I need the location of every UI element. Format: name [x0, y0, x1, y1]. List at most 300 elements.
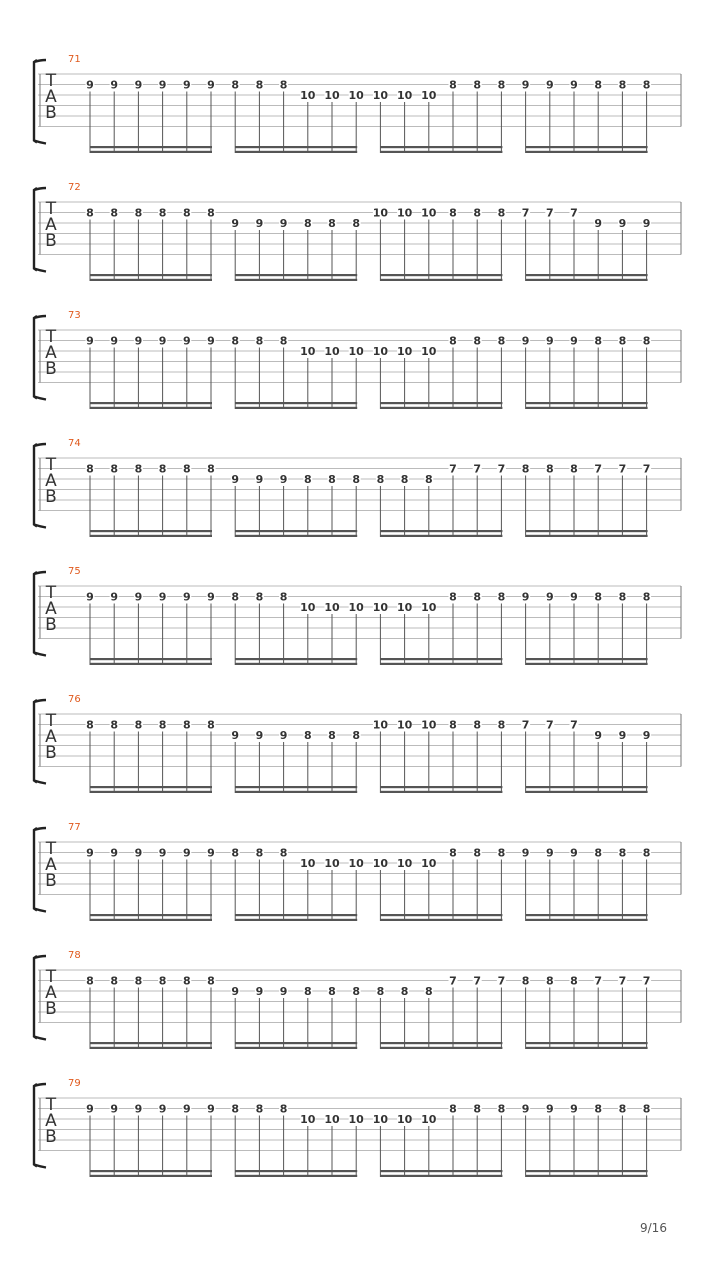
fret-number: 8	[86, 718, 94, 732]
fret-number: 8	[376, 985, 385, 998]
beam	[526, 1042, 648, 1044]
fret-number: 9	[158, 1102, 167, 1116]
fret-number: 10	[396, 89, 413, 102]
fret-number: 8	[110, 206, 119, 220]
fret-number: 9	[158, 334, 167, 348]
fret-number: 8	[424, 985, 433, 998]
fret-number: 9	[86, 846, 94, 860]
fret-number: 8	[570, 462, 578, 476]
beam	[235, 151, 357, 153]
fret-number: 9	[182, 846, 191, 860]
fret-number: 8	[376, 473, 385, 486]
fret-number: 10	[396, 601, 413, 614]
fret-number: 9	[134, 334, 143, 348]
fret-number: 10	[300, 1113, 316, 1126]
fret-number: 9	[86, 590, 94, 604]
tab-clef-letter: A	[45, 727, 57, 747]
fret-number: 8	[328, 217, 336, 230]
measure-number: 76	[68, 694, 81, 705]
beam	[380, 274, 502, 276]
fret-number: 10	[396, 206, 413, 220]
beam	[380, 407, 502, 409]
fret-number: 8	[473, 206, 482, 220]
beam	[526, 146, 648, 148]
beam	[90, 791, 212, 793]
fret-number: 8	[255, 1102, 264, 1116]
fret-number: 8	[110, 718, 119, 732]
fret-number: 9	[570, 78, 578, 92]
fret-number: 8	[594, 846, 603, 860]
fret-number: 8	[182, 974, 191, 988]
fret-number: 8	[400, 473, 409, 486]
beam	[235, 658, 357, 660]
fret-number: 9	[86, 334, 94, 348]
fret-number: 7	[545, 206, 554, 220]
beam	[380, 535, 502, 537]
fret-number: 9	[521, 590, 530, 604]
fret-number: 8	[473, 1102, 482, 1116]
fret-number: 10	[324, 601, 340, 614]
beam	[90, 786, 212, 788]
fret-number: 8	[594, 78, 603, 92]
fret-number: 10	[300, 345, 316, 358]
fret-number: 9	[207, 846, 215, 860]
fret-number: 8	[255, 846, 264, 860]
beam	[526, 535, 648, 537]
beam	[90, 402, 212, 404]
fret-number: 8	[255, 78, 264, 92]
fret-number: 9	[279, 985, 288, 998]
fret-number: 9	[642, 729, 651, 742]
beam	[90, 274, 212, 276]
fret-number: 10	[396, 1113, 413, 1126]
fret-number: 8	[182, 206, 191, 220]
fret-number: 7	[473, 462, 482, 476]
tab-system-76	[34, 694, 681, 793]
fret-number: 10	[348, 1113, 364, 1126]
tab-clef-letter: T	[45, 71, 57, 91]
fret-number: 9	[86, 78, 94, 92]
beam	[90, 407, 212, 409]
beam	[90, 530, 212, 532]
fret-number: 8	[594, 590, 603, 604]
fret-number: 8	[134, 718, 143, 732]
fret-number: 8	[352, 217, 361, 230]
fret-number: 8	[231, 846, 240, 860]
tab-clef-letter: A	[45, 599, 57, 619]
fret-number: 8	[594, 334, 603, 348]
fret-number: 9	[545, 590, 554, 604]
tab-clef-letter: T	[45, 839, 57, 859]
fret-number: 10	[372, 206, 389, 220]
fret-number: 10	[421, 206, 437, 220]
fret-number: 8	[449, 846, 457, 860]
fret-number: 8	[158, 974, 167, 988]
beam	[90, 1042, 212, 1044]
tab-system-72	[34, 182, 681, 281]
fret-number: 8	[328, 729, 336, 742]
fret-number: 8	[255, 334, 264, 348]
fret-number: 9	[110, 334, 119, 348]
fret-number: 9	[86, 1102, 94, 1116]
fret-number: 10	[324, 857, 340, 870]
beam	[235, 786, 357, 788]
fret-number: 7	[449, 974, 457, 988]
fret-number: 8	[303, 985, 312, 998]
fret-number: 7	[594, 462, 603, 476]
fret-number: 9	[158, 846, 167, 860]
fret-number: 7	[521, 718, 530, 732]
fret-number: 8	[279, 590, 288, 604]
fret-number: 7	[545, 718, 554, 732]
fret-number: 10	[421, 1113, 437, 1126]
beam	[235, 1047, 357, 1049]
beam	[526, 279, 648, 281]
beam	[380, 658, 502, 660]
beam	[526, 1047, 648, 1049]
fret-number: 9	[279, 217, 288, 230]
fret-number: 9	[255, 729, 264, 742]
fret-number: 8	[303, 473, 312, 486]
fret-number: 9	[279, 473, 288, 486]
measure-number: 72	[68, 182, 81, 193]
beam	[526, 1175, 648, 1177]
tab-clef-letter: A	[45, 855, 57, 875]
beam	[526, 274, 648, 276]
fret-number: 8	[207, 206, 215, 220]
fret-number: 9	[594, 729, 603, 742]
fret-number: 9	[231, 217, 240, 230]
beam	[380, 151, 502, 153]
fret-number: 8	[449, 718, 457, 732]
beam	[380, 402, 502, 404]
fret-number: 8	[182, 718, 191, 732]
fret-number: 9	[521, 1102, 530, 1116]
fret-number: 8	[207, 974, 215, 988]
fret-number: 10	[348, 601, 364, 614]
fret-number: 7	[570, 718, 578, 732]
beam	[235, 279, 357, 281]
fret-number: 9	[570, 846, 578, 860]
fret-number: 9	[134, 1102, 143, 1116]
tab-clef-letter: T	[45, 711, 57, 731]
measure-number: 78	[68, 950, 81, 961]
fret-number: 9	[594, 217, 603, 230]
fret-number: 8	[642, 334, 651, 348]
fret-number: 8	[570, 974, 578, 988]
fret-number: 8	[158, 718, 167, 732]
fret-number: 8	[473, 590, 482, 604]
fret-number: 8	[618, 846, 627, 860]
fret-number: 10	[372, 718, 389, 732]
beam	[526, 402, 648, 404]
fret-number: 8	[521, 974, 530, 988]
beam	[90, 535, 212, 537]
beam	[380, 663, 502, 665]
beam	[380, 919, 502, 921]
beam	[90, 1170, 212, 1172]
fret-number: 9	[231, 985, 240, 998]
fret-number: 9	[570, 590, 578, 604]
beam	[380, 1175, 502, 1177]
tab-clef-letter: A	[45, 215, 57, 235]
fret-number: 10	[372, 857, 389, 870]
fret-number: 8	[449, 590, 457, 604]
beam	[526, 1170, 648, 1172]
fret-number: 8	[279, 78, 288, 92]
fret-number: 9	[182, 78, 191, 92]
fret-number: 9	[618, 729, 627, 742]
beam	[235, 535, 357, 537]
tab-clef-letter: T	[45, 455, 57, 475]
beam	[235, 407, 357, 409]
fret-number: 10	[396, 718, 413, 732]
fret-number: 7	[521, 206, 530, 220]
fret-number: 8	[182, 462, 191, 476]
beam	[90, 151, 212, 153]
tab-system-71	[34, 54, 681, 153]
tab-system-79	[34, 1078, 681, 1177]
tab-system-78	[34, 950, 681, 1049]
fret-number: 9	[158, 78, 167, 92]
fret-number: 8	[449, 78, 457, 92]
fret-number: 9	[545, 78, 554, 92]
fret-number: 9	[255, 473, 264, 486]
fret-number: 8	[255, 590, 264, 604]
fret-number: 8	[473, 846, 482, 860]
tab-clef-letter: A	[45, 87, 57, 107]
fret-number: 10	[324, 345, 340, 358]
fret-number: 8	[497, 78, 506, 92]
fret-number: 9	[570, 1102, 578, 1116]
fret-number: 8	[110, 462, 119, 476]
tab-clef-letter: B	[45, 103, 57, 123]
tab-clef-letter: T	[45, 967, 57, 987]
fret-number: 9	[279, 729, 288, 742]
fret-number: 8	[352, 473, 361, 486]
fret-number: 8	[642, 1102, 651, 1116]
fret-number: 8	[497, 206, 506, 220]
tab-clef-letter: B	[45, 359, 57, 379]
fret-number: 7	[618, 462, 627, 476]
beam	[380, 279, 502, 281]
fret-number: 9	[182, 1102, 191, 1116]
fret-number: 8	[545, 462, 554, 476]
tab-clef-letter: T	[45, 1095, 57, 1115]
fret-number: 8	[207, 718, 215, 732]
fret-number: 8	[158, 206, 167, 220]
fret-number: 8	[424, 473, 433, 486]
measure-number: 77	[68, 822, 81, 833]
beam	[380, 1170, 502, 1172]
fret-number: 8	[449, 1102, 457, 1116]
beam	[235, 530, 357, 532]
tab-clef-letter: B	[45, 231, 57, 251]
fret-number: 8	[594, 1102, 603, 1116]
fret-number: 8	[642, 590, 651, 604]
fret-number: 10	[300, 601, 316, 614]
tab-clef-letter: A	[45, 343, 57, 363]
fret-number: 9	[545, 1102, 554, 1116]
tab-clef-letter: B	[45, 999, 57, 1019]
fret-number: 8	[86, 462, 94, 476]
fret-number: 8	[86, 206, 94, 220]
beam	[235, 1175, 357, 1177]
fret-number: 10	[421, 857, 437, 870]
fret-number: 7	[642, 462, 651, 476]
tab-system-74	[34, 438, 681, 537]
tab-clef-letter: B	[45, 615, 57, 635]
fret-number: 8	[231, 78, 240, 92]
fret-number: 9	[545, 846, 554, 860]
fret-number: 8	[618, 1102, 627, 1116]
fret-number: 9	[182, 334, 191, 348]
beam	[380, 146, 502, 148]
beam	[526, 791, 648, 793]
fret-number: 8	[303, 729, 312, 742]
tab-clef-letter: B	[45, 743, 57, 763]
beam	[235, 402, 357, 404]
beam	[526, 151, 648, 153]
fret-number: 10	[324, 89, 340, 102]
fret-number: 9	[158, 590, 167, 604]
fret-number: 10	[372, 1113, 389, 1126]
beam	[526, 663, 648, 665]
tab-system-75	[34, 566, 681, 665]
fret-number: 9	[207, 1102, 215, 1116]
fret-number: 9	[521, 846, 530, 860]
fret-number: 9	[110, 590, 119, 604]
tab-clef-letter: B	[45, 1127, 57, 1147]
fret-number: 10	[300, 857, 316, 870]
fret-number: 8	[231, 590, 240, 604]
beam	[235, 663, 357, 665]
beam	[90, 658, 212, 660]
fret-number: 7	[570, 206, 578, 220]
fret-number: 10	[348, 345, 364, 358]
fret-number: 8	[352, 729, 361, 742]
fret-number: 8	[279, 334, 288, 348]
beam	[235, 914, 357, 916]
beam	[90, 279, 212, 281]
fret-number: 10	[421, 345, 437, 358]
fret-number: 9	[255, 985, 264, 998]
beam	[526, 786, 648, 788]
fret-number: 8	[134, 462, 143, 476]
fret-number: 10	[421, 89, 437, 102]
fret-number: 10	[396, 857, 413, 870]
fret-number: 8	[158, 462, 167, 476]
fret-number: 9	[521, 334, 530, 348]
tab-clef-letter: A	[45, 1111, 57, 1131]
beam	[526, 914, 648, 916]
fret-number: 9	[618, 217, 627, 230]
beam	[526, 919, 648, 921]
fret-number: 9	[231, 729, 240, 742]
beam	[90, 919, 212, 921]
beam	[526, 407, 648, 409]
fret-number: 10	[300, 89, 316, 102]
fret-number: 8	[642, 846, 651, 860]
fret-number: 10	[348, 89, 364, 102]
beam	[380, 791, 502, 793]
fret-number: 8	[497, 718, 506, 732]
beam	[235, 1042, 357, 1044]
fret-number: 10	[421, 601, 437, 614]
fret-number: 8	[497, 590, 506, 604]
fret-number: 9	[545, 334, 554, 348]
fret-number: 9	[134, 78, 143, 92]
measure-number: 75	[68, 566, 81, 577]
fret-number: 8	[642, 78, 651, 92]
tab-clef-letter: B	[45, 871, 57, 891]
beam	[90, 663, 212, 665]
fret-number: 10	[372, 601, 389, 614]
page-number: 9/16	[640, 1221, 667, 1235]
fret-number: 8	[279, 846, 288, 860]
fret-number: 9	[255, 217, 264, 230]
fret-number: 7	[594, 974, 603, 988]
fret-number: 8	[279, 1102, 288, 1116]
beam	[235, 919, 357, 921]
fret-number: 8	[134, 206, 143, 220]
beam	[235, 791, 357, 793]
fret-number: 8	[473, 78, 482, 92]
fret-number: 10	[372, 89, 389, 102]
fret-number: 9	[521, 78, 530, 92]
fret-number: 8	[328, 985, 336, 998]
fret-number: 10	[396, 345, 413, 358]
fret-number: 9	[207, 334, 215, 348]
fret-number: 8	[449, 206, 457, 220]
fret-number: 9	[182, 590, 191, 604]
fret-number: 8	[328, 473, 336, 486]
beam	[235, 146, 357, 148]
tab-clef-letter: T	[45, 583, 57, 603]
fret-number: 8	[497, 334, 506, 348]
fret-number: 8	[400, 985, 409, 998]
fret-number: 9	[207, 78, 215, 92]
measure-number: 71	[68, 54, 81, 65]
fret-number: 8	[207, 462, 215, 476]
fret-number: 8	[473, 718, 482, 732]
tab-clef-letter: T	[45, 327, 57, 347]
beam	[90, 1047, 212, 1049]
fret-number: 8	[86, 974, 94, 988]
fret-number: 8	[134, 974, 143, 988]
fret-number: 7	[449, 462, 457, 476]
beam	[526, 530, 648, 532]
beam	[90, 1175, 212, 1177]
fret-number: 7	[497, 974, 506, 988]
tab-system-73	[34, 310, 681, 409]
tab-system-77	[34, 822, 681, 921]
fret-number: 8	[497, 1102, 506, 1116]
fret-number: 9	[207, 590, 215, 604]
tab-clef-letter: T	[45, 199, 57, 219]
fret-number: 10	[348, 857, 364, 870]
fret-number: 7	[642, 974, 651, 988]
fret-number: 7	[618, 974, 627, 988]
fret-number: 8	[352, 985, 361, 998]
fret-number: 8	[618, 590, 627, 604]
fret-number: 10	[324, 1113, 340, 1126]
beam	[380, 1047, 502, 1049]
fret-number: 8	[545, 974, 554, 988]
tab-clef-letter: A	[45, 983, 57, 1003]
measure-number: 74	[68, 438, 81, 449]
beam	[235, 1170, 357, 1172]
